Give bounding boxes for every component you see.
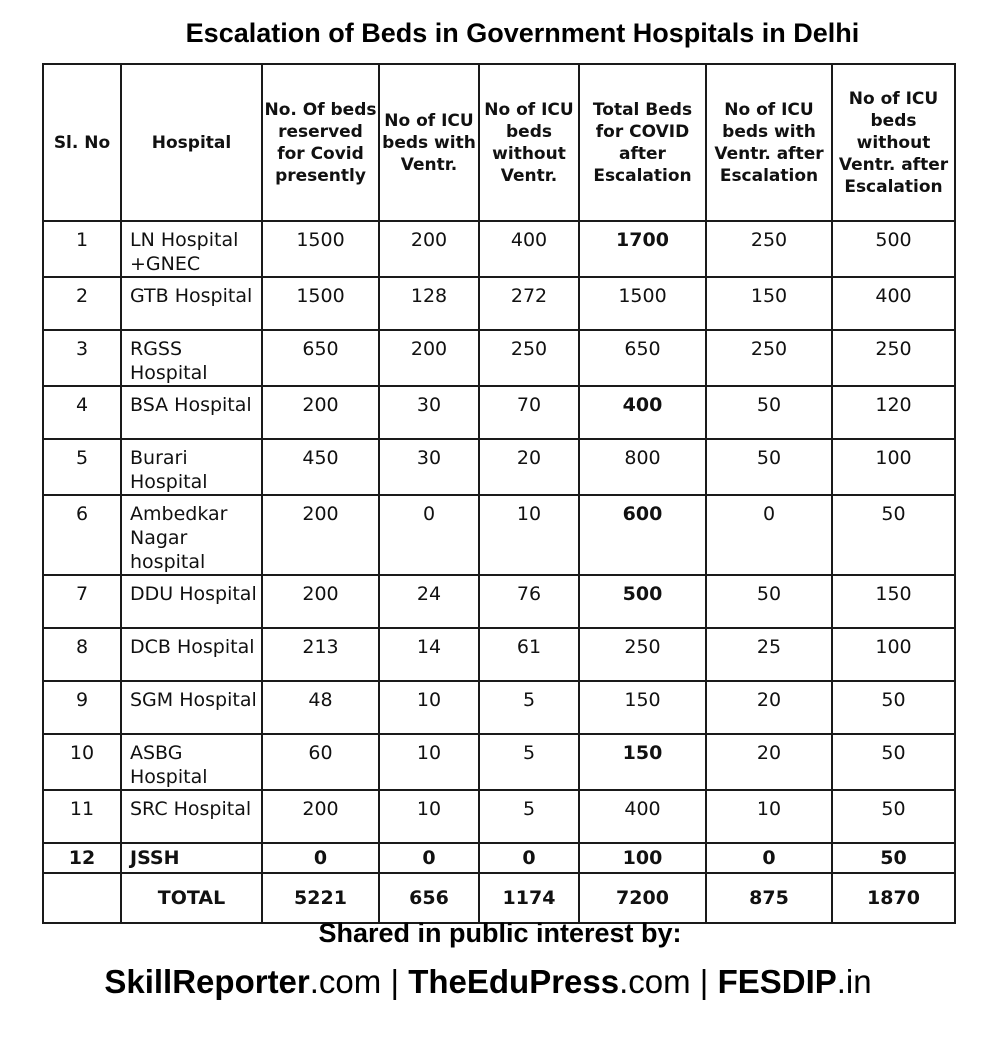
cell-reserved: 1500 [262,277,379,330]
cell-hospital: SGM Hospital [121,681,262,734]
cell-sl-no: 1 [43,221,121,277]
cell-sl-no: 5 [43,439,121,495]
cell-icu-vent-after: 150 [706,277,832,330]
cell-sl-no: 3 [43,330,121,386]
header-sl-no: Sl. No [43,64,121,221]
cell-hospital: JSSH [121,843,262,873]
cell-total-label: TOTAL [121,873,262,923]
cell-icu-novent-after: 100 [832,439,955,495]
table-header-row [43,64,955,221]
cell-icu-novent-after: 50 [832,681,955,734]
header-hospital: Hospital [121,64,262,221]
cell-total-after: 400 [579,790,706,843]
cell-icu-vent-after: 0 [706,495,832,575]
shared-note: Shared in public interest by: [318,918,682,948]
cell-total-after: 1700 [579,221,706,277]
cell-total-icu-vent: 656 [379,873,479,923]
cell-icu-vent: 14 [379,628,479,681]
cell-reserved: 450 [262,439,379,495]
cell-icu-vent-after: 50 [706,439,832,495]
cell-total-reserved: 5221 [262,873,379,923]
cell-total-total-after: 7200 [579,873,706,923]
cell-icu-vent-after: 0 [706,843,832,873]
fesdip-name: FESDIP [717,963,837,1000]
cell-total-icu-novent: 1174 [479,873,579,923]
header-icu-with-ventr: No of ICU beds with Ventr. [379,64,479,221]
cell-hospital: BSA Hospital [121,386,262,439]
cell-hospital: RGSS Hospital [121,330,262,386]
credit-line [0,963,976,1001]
cell-reserved: 200 [262,495,379,575]
cell-total-after: 250 [579,628,706,681]
cell-icu-novent-after: 250 [832,330,955,386]
cell-reserved: 650 [262,330,379,386]
cell-hospital: ASBG Hospital [121,734,262,790]
cell-icu-novent: 400 [479,221,579,277]
theedupress-tld: .com [619,963,691,1000]
cell-icu-vent: 30 [379,386,479,439]
beds-table [42,63,956,924]
skillreporter-name: SkillReporter [104,963,310,1000]
cell-icu-novent: 5 [479,734,579,790]
cell-hospital: Ambedkar Nagar hospital [121,495,262,575]
cell-icu-vent: 0 [379,843,479,873]
cell-icu-novent-after: 500 [832,221,955,277]
cell-icu-novent-after: 50 [832,843,955,873]
cell-icu-vent-after: 20 [706,681,832,734]
cell-icu-vent-after: 50 [706,386,832,439]
cell-icu-novent-after: 50 [832,790,955,843]
cell-icu-novent-after: 50 [832,734,955,790]
table-row [43,330,955,386]
cell-icu-novent-after: 150 [832,575,955,628]
cell-icu-vent: 24 [379,575,479,628]
cell-icu-novent: 70 [479,386,579,439]
cell-total-after: 650 [579,330,706,386]
cell-sl-no: 6 [43,495,121,575]
cell-icu-novent: 5 [479,790,579,843]
table-row [43,495,955,575]
table-row [43,628,955,681]
cell-sl-no: 11 [43,790,121,843]
table-row [43,575,955,628]
cell-total-after: 150 [579,734,706,790]
cell-icu-novent-after: 50 [832,495,955,575]
cell-reserved: 0 [262,843,379,873]
cell-icu-vent-after: 250 [706,221,832,277]
table-row [43,734,955,790]
cell-total-icu-novent-after: 1870 [832,873,955,923]
cell-total-after: 500 [579,575,706,628]
cell-sl-no: 12 [43,843,121,873]
cell-total-after: 1500 [579,277,706,330]
cell-icu-vent-after: 10 [706,790,832,843]
cell-icu-novent: 10 [479,495,579,575]
cell-total-after: 150 [579,681,706,734]
table-total-row [43,873,955,923]
separator: | [690,963,718,1000]
cell-icu-novent-after: 120 [832,386,955,439]
cell-icu-novent: 0 [479,843,579,873]
skillreporter-tld: .com [309,963,382,1000]
page-title: Escalation of Beds in Government Hospitals in Delhi [185,18,860,48]
cell-sl-no: 9 [43,681,121,734]
cell-reserved: 200 [262,790,379,843]
cell-reserved: 60 [262,734,379,790]
table-row [43,790,955,843]
cell-reserved: 200 [262,575,379,628]
cell-icu-vent: 10 [379,734,479,790]
cell-icu-vent: 30 [379,439,479,495]
theedupress-name: TheEduPress [408,963,620,1000]
cell-sl-no: 4 [43,386,121,439]
cell-reserved: 200 [262,386,379,439]
cell-icu-vent-after: 250 [706,330,832,386]
cell-icu-novent: 61 [479,628,579,681]
cell-icu-novent: 272 [479,277,579,330]
header-total-after-escalation: Total Beds for COVID after Escalation [579,64,706,221]
cell-hospital: DDU Hospital [121,575,262,628]
cell-icu-novent: 250 [479,330,579,386]
cell-icu-novent: 76 [479,575,579,628]
header-icu-without-ventr-after: No of ICU beds without Ventr. after Escalation [832,64,955,221]
table-row [43,277,955,330]
cell-total-after: 600 [579,495,706,575]
cell-hospital: GTB Hospital [121,277,262,330]
cell-icu-novent: 5 [479,681,579,734]
cell-reserved: 48 [262,681,379,734]
cell-icu-novent: 20 [479,439,579,495]
cell-icu-vent: 200 [379,330,479,386]
cell-icu-vent: 10 [379,681,479,734]
cell-total-after: 100 [579,843,706,873]
cell-icu-vent-after: 25 [706,628,832,681]
cell-icu-novent-after: 100 [832,628,955,681]
cell-icu-novent-after: 400 [832,277,955,330]
cell-sl-no: 10 [43,734,121,790]
cell-hospital: DCB Hospital [121,628,262,681]
cell-total-icu-vent-after: 875 [706,873,832,923]
cell-reserved: 213 [262,628,379,681]
cell-icu-vent: 200 [379,221,479,277]
cell-sl-no: 2 [43,277,121,330]
cell-total-after: 800 [579,439,706,495]
cell-icu-vent-after: 50 [706,575,832,628]
fesdip-tld: .in [836,963,872,1000]
separator: | [381,963,409,1000]
cell-sl-no-empty [43,873,121,923]
cell-sl-no: 8 [43,628,121,681]
cell-icu-vent-after: 20 [706,734,832,790]
cell-icu-vent: 0 [379,495,479,575]
cell-sl-no: 7 [43,575,121,628]
cell-icu-vent: 128 [379,277,479,330]
cell-icu-vent: 10 [379,790,479,843]
cell-total-after: 400 [579,386,706,439]
table-row [43,439,955,495]
header-icu-with-ventr-after: No of ICU beds with Ventr. after Escalation [706,64,832,221]
table-row [43,843,955,873]
cell-reserved: 1500 [262,221,379,277]
table-row [43,221,955,277]
cell-hospital: Burari Hospital [121,439,262,495]
table-row [43,681,955,734]
cell-hospital: SRC Hospital [121,790,262,843]
header-icu-without-ventr: No of ICU beds without Ventr. [479,64,579,221]
table-row [43,386,955,439]
header-reserved-beds: No. Of beds reserved for Covid presently [262,64,379,221]
cell-hospital: LN Hospital +GNEC [121,221,262,277]
